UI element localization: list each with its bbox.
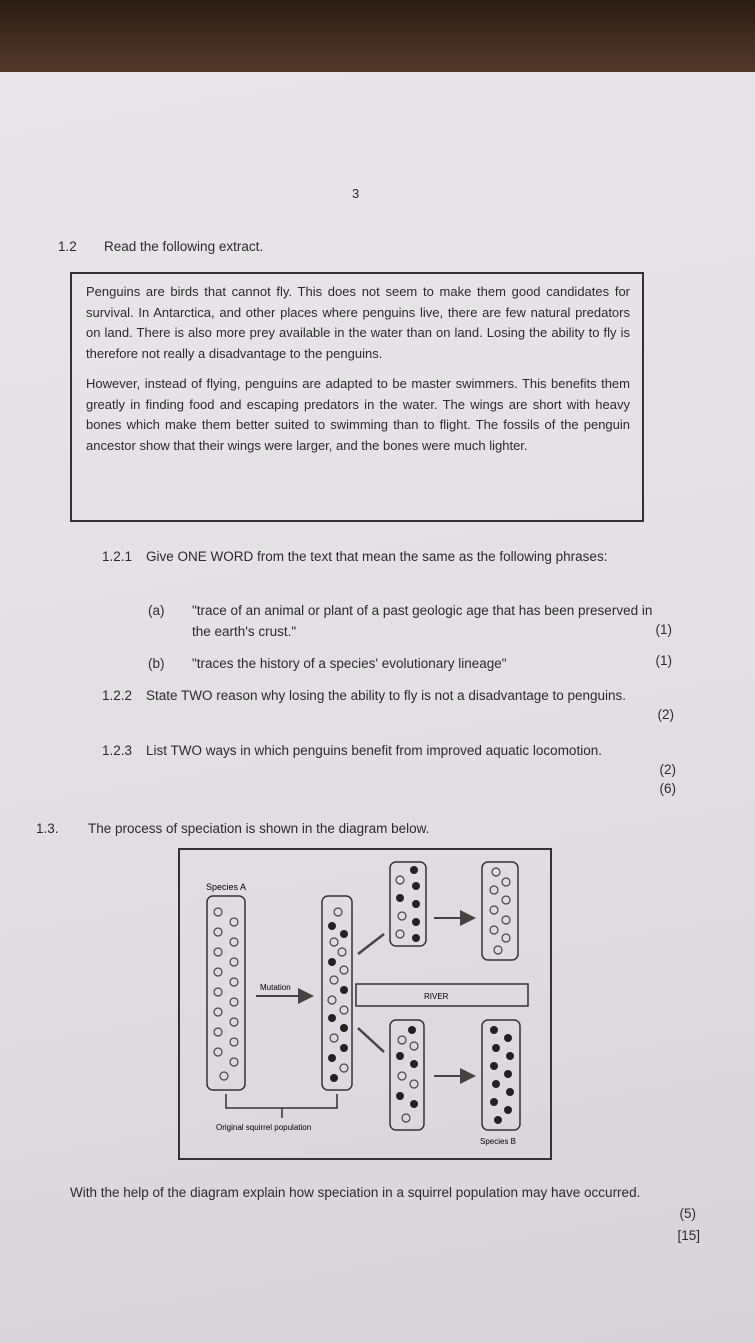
question-1-2-instruction: Read the following extract. bbox=[104, 239, 264, 254]
mutation-label: Mutation bbox=[260, 983, 291, 992]
question-1-2-1-a-label: (a) bbox=[148, 603, 165, 618]
question-1-3-marks: (5) bbox=[679, 1206, 696, 1221]
question-1-2-2-marks: (2) bbox=[657, 707, 674, 722]
question-number-1-2-1: 1.2.1 bbox=[102, 549, 133, 564]
south-population bbox=[390, 1020, 424, 1130]
south-population-squirrels bbox=[396, 1026, 418, 1122]
speciation-diagram bbox=[178, 848, 552, 1160]
original-population-label: Original squirrel population bbox=[216, 1123, 312, 1132]
speciation-diagram-svg bbox=[180, 850, 550, 1158]
page-number: 3 bbox=[352, 186, 360, 201]
river-label: RIVER bbox=[424, 992, 449, 1001]
question-1-2-1-b-text: "traces the history of a species' evolutionary lineage" bbox=[192, 656, 507, 671]
extract-paragraph-2: However, instead of flying, penguins are adapted to be master swimmers. This benefits them greatly in finding food and escaping predators in the water. The wings are short with heavy bones which make them better suited to swimming than to flight. The fossils of the penguin ancestor show that their wings were larger, and the bones were much lighter. bbox=[86, 376, 630, 453]
question-1-2-1-a-marks: (1) bbox=[655, 622, 672, 637]
species-b-squirrels bbox=[490, 1026, 514, 1124]
question-1-total: [15] bbox=[677, 1228, 700, 1243]
question-1-2-1-a-text: "trace of an animal or plant of a past geologic age that has been preserved in the earth's crust." bbox=[192, 603, 653, 639]
question-1-2-1-b-label: (b) bbox=[148, 656, 165, 671]
species-b-label: Species B bbox=[480, 1137, 517, 1146]
question-1-2-3-marks: (2) bbox=[659, 762, 676, 777]
question-number-1-2-2: 1.2.2 bbox=[102, 688, 133, 703]
question-number-1-3: 1.3. bbox=[36, 821, 59, 836]
question-number-1-2: 1.2 bbox=[58, 239, 77, 254]
question-1-3-question: With the help of the diagram explain how speciation in a squirrel population may have occurred. bbox=[70, 1185, 641, 1200]
north-population bbox=[390, 862, 426, 946]
question-1-2-2-text: State TWO reason why losing the ability to fly is not a disadvantage to penguins. bbox=[146, 688, 627, 703]
species-a-population bbox=[207, 896, 245, 1090]
question-1-2-subtotal: (6) bbox=[659, 781, 676, 796]
north-population-squirrels bbox=[396, 866, 420, 942]
extract-paragraph-1: Penguins are birds that cannot fly. This does not seem to make them good candidates for survival. In Antarctica, and other places where penguins live, there are few natural predators on land. There is also more prey available in the water than on land. Losing the ability to fly is therefore not really a disadvantage to the penguins. bbox=[86, 284, 630, 361]
question-1-3-text: The process of speciation is shown in the diagram below. bbox=[88, 821, 430, 836]
branch-arrow-south bbox=[358, 1028, 384, 1052]
question-1-2-1-text: Give ONE WORD from the text that mean the same as the following phrases: bbox=[146, 549, 608, 564]
original-population-squirrels bbox=[328, 908, 348, 1082]
north-new-population-squirrels bbox=[490, 868, 510, 954]
branch-arrow-north bbox=[358, 934, 384, 954]
question-1-2-1-b-marks: (1) bbox=[655, 653, 672, 668]
original-population-column bbox=[322, 896, 352, 1090]
north-new-population bbox=[482, 862, 518, 960]
species-a-squirrels bbox=[214, 908, 238, 1080]
species-a-label: Species A bbox=[206, 882, 247, 892]
question-number-1-2-3: 1.2.3 bbox=[102, 743, 133, 758]
question-1-2-3-text: List TWO ways in which penguins benefit from improved aquatic locomotion. bbox=[146, 743, 602, 758]
original-population-bracket bbox=[226, 1094, 337, 1108]
species-b-population bbox=[482, 1020, 520, 1130]
extract-box bbox=[70, 272, 644, 522]
